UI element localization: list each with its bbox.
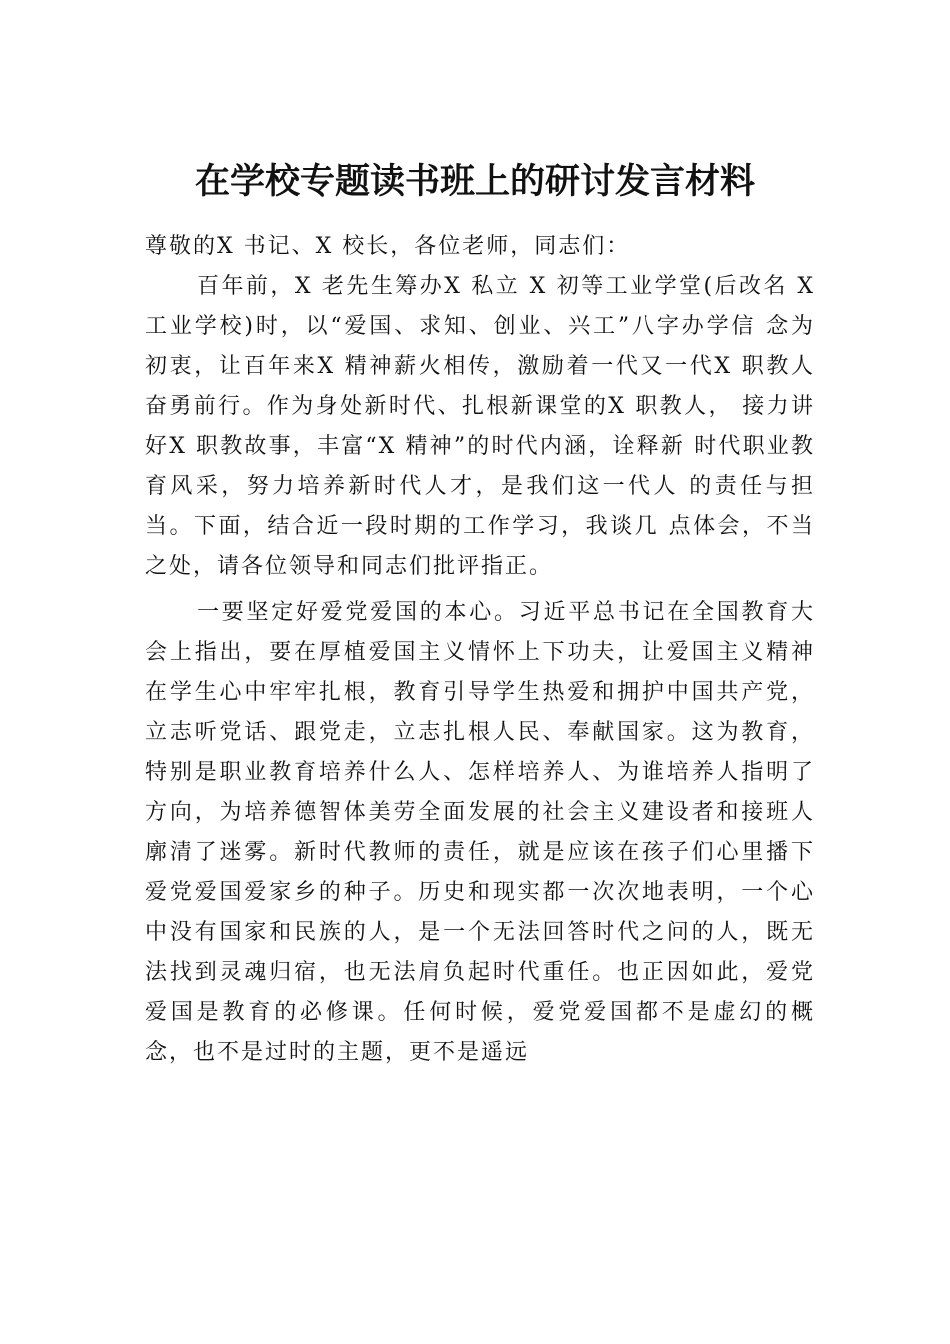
paragraph-intro: 百年前，X 老先生筹办X 私立 X 初等工业学堂(后改名 X 工业学校)时，以“爱国、求知、创业、兴工”八字办学信 念为初衷，让百年来X 精神薪火相传，激励着一代又一代X 职教人奋勇前行。作为身处新时代、扎根新课堂的X 职教人， 接力讲好X 职教故事，丰富“X 精神”的时代内涵，诠释新 时代职业教育风采，努力培养新时代人才，是我们这一代人 的责任与担当。下面，结合近一段时期的工作学习，我谈几 点体会，不当之处，请各位领导和同志们批评指正。 [145, 274, 815, 579]
paragraph-point-one: 一要坚定好爱党爱国的本心。习近平总书记在全国教育大会上指出，要在厚植爱国主义情怀上下功夫，让爱国主义精神在学生心中牢牢扎根，教育引导学生热爱和拥护中国共产党，立志听党话、跟党走，立志扎根人民、奉献国家。这为教育，特别是职业教育培养什么人、怎样培养人、为谁培养人指明了方向，为培养德智体美劳全面发展的社会主义建设者和接班人廓清了迷雾。新时代教师的责任，就是应该在孩子们心里播下爱党爱国爱家乡的种子。历史和现实都一次次地表明，一个心中没有国家和民族的人，是一个无法回答时代之问的人，既无法找到灵魂归宿，也无法肩负起时代重任。也正因如此，爱党爱国是教育的必修课。任何时候，爱党爱国都不是虚幻的概念，也不是过时的主题，更不是遥远 [145, 600, 815, 1065]
document-title: 在学校专题读书班上的研讨发言材料 [194, 162, 755, 202]
document-body [145, 227, 815, 1073]
salutation: 尊敬的X 书记、X 校长，各位老师，同志们： [145, 234, 631, 259]
